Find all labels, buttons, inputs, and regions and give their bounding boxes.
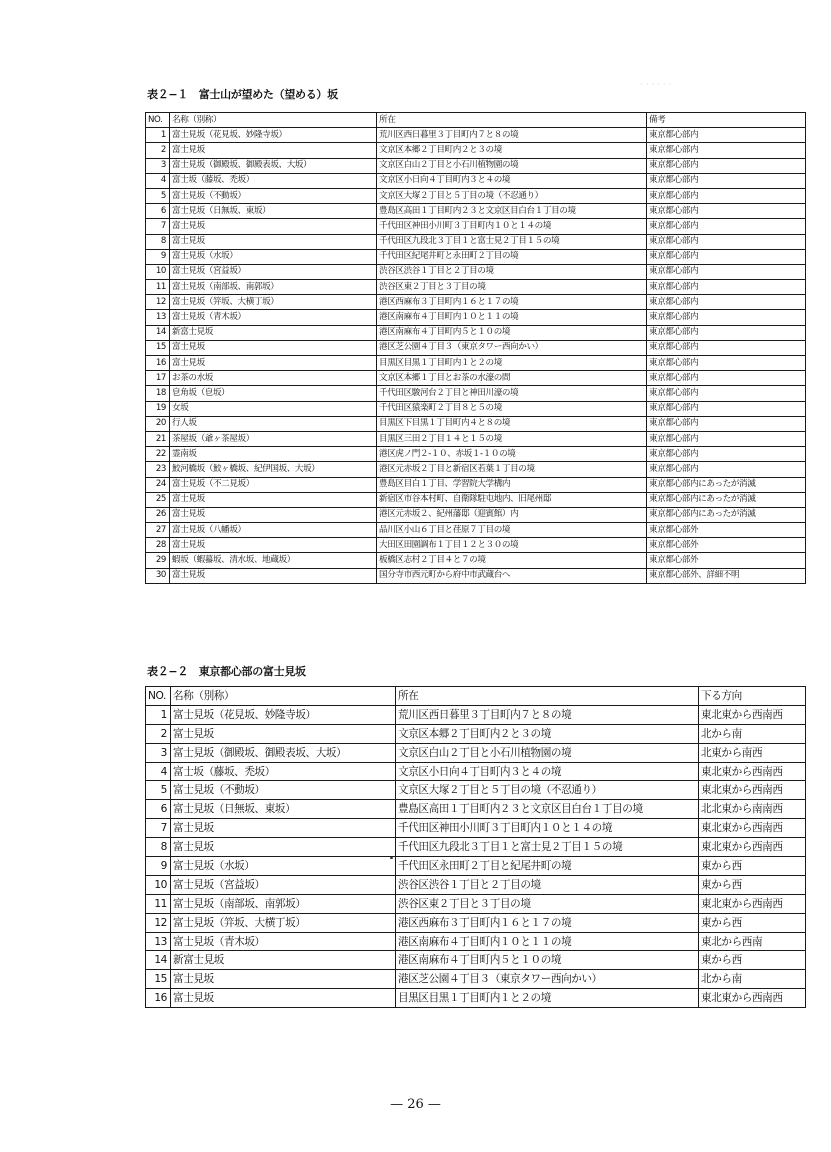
table1-cell-no: 15 bbox=[146, 340, 170, 355]
table1-cell-location: 国分寺市西元町から府中市武蔵台へ bbox=[377, 568, 647, 583]
table-row bbox=[146, 568, 806, 583]
table1-cell-note: 東京都心部内 bbox=[647, 447, 806, 462]
table2-cell-no: 9 bbox=[146, 857, 171, 876]
table-row bbox=[146, 356, 806, 371]
table2-cell-no: 6 bbox=[146, 800, 171, 819]
table1-cell-note: 東京都心部内 bbox=[647, 356, 806, 371]
table2-cell-location: 渋谷区東２丁目と３丁目の境 bbox=[396, 894, 699, 913]
table1-cell-note: 東京都心部内 bbox=[647, 264, 806, 279]
table1-cell-location: 渋谷区東２丁目と３丁目の境 bbox=[377, 280, 647, 295]
table1-cell-no: 4 bbox=[146, 173, 170, 188]
table-row bbox=[146, 173, 806, 188]
table1-cell-location: 豊島区高田１丁目町内２３と文京区目白台１丁目の境 bbox=[377, 204, 647, 219]
table1-cell-note: 東京都心部内 bbox=[647, 234, 806, 249]
table2-cell-no: 12 bbox=[146, 913, 171, 932]
table1-cell-note: 東京都心部外、詳細不明 bbox=[647, 568, 806, 583]
table1-cell-location: 荒川区西日暮里３丁目町内７と８の境 bbox=[377, 128, 647, 143]
table-row bbox=[146, 325, 806, 340]
table1-cell-no: 11 bbox=[146, 280, 170, 295]
table-row bbox=[146, 781, 806, 800]
table1-cell-no: 13 bbox=[146, 310, 170, 325]
table-row bbox=[146, 416, 806, 431]
table2-cell-name: 富士見坂（花見坂、妙隆寺坂） bbox=[171, 705, 396, 724]
table-row bbox=[146, 204, 806, 219]
table1 bbox=[145, 112, 806, 584]
table-row bbox=[146, 143, 806, 158]
table2-cell-direction: 北から南 bbox=[699, 724, 806, 743]
table2-header-direction: 下る方向 bbox=[699, 687, 806, 706]
table1-cell-note: 東京都心部内 bbox=[647, 310, 806, 325]
table1-cell-name: 富士見坂 bbox=[170, 568, 377, 583]
table2-cell-location: 渋谷区渋谷１丁目と２丁目の境 bbox=[396, 875, 699, 894]
table2-cell-name: 富士見坂（南部坂、南郭坂） bbox=[171, 894, 396, 913]
table1-cell-note: 東京都心部外 bbox=[647, 538, 806, 553]
table1-cell-note: 東京都心部内にあったが消滅 bbox=[647, 477, 806, 492]
table2-cell-direction: 東北東から西南西 bbox=[699, 762, 806, 781]
table1-cell-location: 港区虎ノ門２-１０、赤坂１-１０の境 bbox=[377, 447, 647, 462]
table1-cell-location: 品川区小山６丁目と荏原７丁目の境 bbox=[377, 523, 647, 538]
table1-cell-note: 東京都心部内 bbox=[647, 431, 806, 446]
table1-cell-note: 東京都心部外 bbox=[647, 523, 806, 538]
table1-cell-name: 皀角坂（皀坂） bbox=[170, 386, 377, 401]
table2-header-no: NO. bbox=[146, 687, 171, 706]
table2-cell-location: 荒川区西日暮里３丁目町内７と８の境 bbox=[396, 705, 699, 724]
table2-cell-direction: 東から西 bbox=[699, 857, 806, 876]
table1-cell-no: 26 bbox=[146, 507, 170, 522]
table1-cell-name: 富士見坂 bbox=[170, 538, 377, 553]
table1-cell-location: 大田区田園調布１丁目１２と３０の境 bbox=[377, 538, 647, 553]
table1-header-row bbox=[146, 113, 806, 128]
table-row bbox=[146, 477, 806, 492]
table1-cell-name: 行人坂 bbox=[170, 416, 377, 431]
table1-cell-location: 文京区本郷１丁目とお茶の水濠の間 bbox=[377, 371, 647, 386]
table1-cell-name: 富士見坂（南部坂、南郭坂） bbox=[170, 280, 377, 295]
table-row bbox=[146, 128, 806, 143]
table-row bbox=[146, 507, 806, 522]
table1-cell-no: 9 bbox=[146, 249, 170, 264]
table1-cell-no: 29 bbox=[146, 553, 170, 568]
table2-cell-no: 3 bbox=[146, 743, 171, 762]
table1-cell-location: 目黒区目黒１丁目町内１と２の境 bbox=[377, 356, 647, 371]
table1-cell-note: 東京都心部外 bbox=[647, 553, 806, 568]
table1-cell-location: 目黒区三田２丁目１４と１５の境 bbox=[377, 431, 647, 446]
table1-cell-note: 東京都心部内 bbox=[647, 158, 806, 173]
table1-cell-no: 8 bbox=[146, 234, 170, 249]
table-row bbox=[146, 875, 806, 894]
table2-cell-location: 千代田区九段北３丁目１と富士見２丁目１５の境 bbox=[396, 838, 699, 857]
table1-cell-name: 蝦坂（蝦蟇坂、清水坂、地蔵坂） bbox=[170, 553, 377, 568]
table2-cell-direction: 北北東から南南西 bbox=[699, 800, 806, 819]
table-row bbox=[146, 371, 806, 386]
table1-cell-name: 富士見坂（青木坂） bbox=[170, 310, 377, 325]
table1-cell-note: 東京都心部内 bbox=[647, 204, 806, 219]
table-row bbox=[146, 447, 806, 462]
table1-cell-location: 千代田区猿楽町２丁目８と５の境 bbox=[377, 401, 647, 416]
bleed-through-text: · · · · · · bbox=[640, 80, 672, 90]
table1-cell-name: 富士見坂 bbox=[170, 356, 377, 371]
table-row bbox=[146, 857, 806, 876]
page-number: — 26 — bbox=[390, 1097, 441, 1112]
table1-cell-no: 24 bbox=[146, 477, 170, 492]
table2-cell-location: 千代田区神田小川町３丁目町内１０と１４の境 bbox=[396, 819, 699, 838]
table-row bbox=[146, 523, 806, 538]
table2-cell-name: 新富士見坂 bbox=[171, 951, 396, 970]
table-row bbox=[146, 280, 806, 295]
table2-cell-name: 富士見坂（不動坂） bbox=[171, 781, 396, 800]
table1-cell-location: 千代田区駿河台２丁目と神田川濠の境 bbox=[377, 386, 647, 401]
table-row bbox=[146, 724, 806, 743]
table1-caption: 表２−１ 富士山が望めた（望める）坂 bbox=[147, 88, 338, 101]
table1-cell-name: 富士見坂 bbox=[170, 340, 377, 355]
table2-cell-name: 富士見坂（笄坂、大横丁坂） bbox=[171, 913, 396, 932]
table1-body bbox=[146, 128, 806, 584]
table1-cell-name: 富士見坂 bbox=[170, 492, 377, 507]
table-row bbox=[146, 462, 806, 477]
table2-cell-name: 富士見坂 bbox=[171, 819, 396, 838]
table-row bbox=[146, 249, 806, 264]
table-row bbox=[146, 932, 806, 951]
table2-cell-direction: 東北東から西南西 bbox=[699, 989, 806, 1008]
table2-cell-direction: 東北東から西南西 bbox=[699, 705, 806, 724]
table1-cell-no: 17 bbox=[146, 371, 170, 386]
table1-cell-note: 東京都心部内 bbox=[647, 219, 806, 234]
table1-cell-note: 東京都心部内 bbox=[647, 340, 806, 355]
table1-cell-name: 女坂 bbox=[170, 401, 377, 416]
table1-cell-name: お茶の水坂 bbox=[170, 371, 377, 386]
table2-cell-name: 富士見坂（御殿坂、御殿表坂、大坂） bbox=[171, 743, 396, 762]
table-row bbox=[146, 401, 806, 416]
table-row bbox=[146, 431, 806, 446]
table2-cell-location: 文京区大塚２丁目と５丁目の境（不忍通り） bbox=[396, 781, 699, 800]
table-row bbox=[146, 386, 806, 401]
table1-cell-location: 文京区小日向４丁目町内３と４の境 bbox=[377, 173, 647, 188]
table2-header-name: 名称（別称） bbox=[171, 687, 396, 706]
table2-cell-location: 港区南麻布４丁目町内５と１０の境 bbox=[396, 951, 699, 970]
table2-cell-location: 豊島区高田１丁目町内２３と文京区目白台１丁目の境 bbox=[396, 800, 699, 819]
table-row bbox=[146, 705, 806, 724]
table2-cell-direction: 東北東から西南西 bbox=[699, 894, 806, 913]
table1-cell-note: 東京都心部内 bbox=[647, 416, 806, 431]
table1-cell-note: 東京都心部内にあったが消滅 bbox=[647, 507, 806, 522]
table1-cell-note: 東京都心部内 bbox=[647, 280, 806, 295]
table2-body bbox=[146, 705, 806, 1007]
table1-cell-no: 18 bbox=[146, 386, 170, 401]
table2-cell-name: 富士見坂 bbox=[171, 989, 396, 1008]
table1-header-location: 所在 bbox=[377, 113, 647, 128]
table-row bbox=[146, 310, 806, 325]
table1-cell-no: 5 bbox=[146, 188, 170, 203]
table1-cell-location: 渋谷区渋谷１丁目と２丁目の境 bbox=[377, 264, 647, 279]
table1-cell-location: 文京区本郷２丁目町内２と３の境 bbox=[377, 143, 647, 158]
table1-cell-name: 富士見坂（日無坂、東坂） bbox=[170, 204, 377, 219]
table1-cell-note: 東京都心部内 bbox=[647, 143, 806, 158]
table1-cell-no: 14 bbox=[146, 325, 170, 340]
table1-cell-location: 豊島区目白１丁目、学習院大学構内 bbox=[377, 477, 647, 492]
table1-cell-name: 富士坂（藤坂、禿坂） bbox=[170, 173, 377, 188]
table1-cell-note: 東京都心部内 bbox=[647, 249, 806, 264]
table1-cell-name: 富士見坂（八幡坂） bbox=[170, 523, 377, 538]
table1-cell-name: 茶屋坂（爺ヶ茶屋坂） bbox=[170, 431, 377, 446]
table1-cell-location: 新宿区市谷本村町、自衛隊駐屯地内、旧尾州邸 bbox=[377, 492, 647, 507]
table1-cell-no: 7 bbox=[146, 219, 170, 234]
table1-cell-no: 25 bbox=[146, 492, 170, 507]
table2-cell-name: 富士見坂（日無坂、東坂） bbox=[171, 800, 396, 819]
table1-cell-note: 東京都心部内にあったが消滅 bbox=[647, 492, 806, 507]
table2-cell-no: 4 bbox=[146, 762, 171, 781]
table-row bbox=[146, 158, 806, 173]
table1-cell-name: 新富士見坂 bbox=[170, 325, 377, 340]
table2-cell-name: 富士見坂（水坂） bbox=[171, 857, 396, 876]
table1-cell-note: 東京都心部内 bbox=[647, 188, 806, 203]
table-row bbox=[146, 819, 806, 838]
table1-header-name: 名称（別称） bbox=[170, 113, 377, 128]
table1-cell-no: 16 bbox=[146, 356, 170, 371]
table2-cell-location: 目黒区目黒１丁目町内１と２の境 bbox=[396, 989, 699, 1008]
table1-cell-location: 港区芝公園４丁目３（東京タワー西向かい） bbox=[377, 340, 647, 355]
table1-cell-location: 千代田区神田小川町３丁目町内１０と１４の境 bbox=[377, 219, 647, 234]
table2-cell-direction: 東北から西南 bbox=[699, 932, 806, 951]
table1-cell-note: 東京都心部内 bbox=[647, 462, 806, 477]
table1-cell-no: 30 bbox=[146, 568, 170, 583]
table2-cell-name: 富士見坂 bbox=[171, 724, 396, 743]
table1-cell-location: 板橋区志村２丁目４と７の境 bbox=[377, 553, 647, 568]
table-row bbox=[146, 989, 806, 1008]
table-row bbox=[146, 264, 806, 279]
table1-cell-name: 富士見坂（花見坂、妙隆寺坂） bbox=[170, 128, 377, 143]
table1-cell-no: 28 bbox=[146, 538, 170, 553]
table1-cell-name: 富士見坂 bbox=[170, 143, 377, 158]
table1-cell-location: 港区元赤坂２、紀州藩邸（迎賓館）内 bbox=[377, 507, 647, 522]
table1-cell-no: 27 bbox=[146, 523, 170, 538]
table2-cell-name: 富士見坂（青木坂） bbox=[171, 932, 396, 951]
table2-cell-name: 富士坂（藤坂、禿坂） bbox=[171, 762, 396, 781]
table2-cell-location: 千代田区永田町２丁目と紀尾井町の境 bbox=[396, 857, 699, 876]
table1-cell-no: 19 bbox=[146, 401, 170, 416]
table1-cell-note: 東京都心部内 bbox=[647, 295, 806, 310]
table-row bbox=[146, 970, 806, 989]
table2-cell-no: 10 bbox=[146, 875, 171, 894]
table2-cell-direction: 東北東から西南西 bbox=[699, 781, 806, 800]
table2-cell-no: 7 bbox=[146, 819, 171, 838]
table1-cell-location: 千代田区九段北３丁目１と富士見２丁目１５の境 bbox=[377, 234, 647, 249]
table1-cell-name: 富士見坂 bbox=[170, 219, 377, 234]
table1-cell-note: 東京都心部内 bbox=[647, 173, 806, 188]
table2-cell-direction: 東から西 bbox=[699, 913, 806, 932]
table2-cell-no: 1 bbox=[146, 705, 171, 724]
table1-cell-note: 東京都心部内 bbox=[647, 371, 806, 386]
table1-cell-name: 富士見坂（不二見坂） bbox=[170, 477, 377, 492]
table-row bbox=[146, 340, 806, 355]
table1-cell-name: 富士見坂（水坂） bbox=[170, 249, 377, 264]
table-row bbox=[146, 188, 806, 203]
table2-cell-name: 富士見坂 bbox=[171, 970, 396, 989]
table1-cell-name: 富士見坂（不動坂） bbox=[170, 188, 377, 203]
table1-cell-no: 10 bbox=[146, 264, 170, 279]
table1-cell-location: 港区元赤坂２丁目と新宿区若葉１丁目の境 bbox=[377, 462, 647, 477]
table-row bbox=[146, 913, 806, 932]
table2-cell-direction: 東から西 bbox=[699, 875, 806, 894]
table1-cell-name: 富士見坂（宮益坂） bbox=[170, 264, 377, 279]
table2-cell-no: 14 bbox=[146, 951, 171, 970]
table2-cell-direction: 東北東から西南西 bbox=[699, 819, 806, 838]
table2-cell-location: 港区西麻布３丁目町内１６と１７の境 bbox=[396, 913, 699, 932]
table2-cell-location: 文京区小日向４丁目町内３と４の境 bbox=[396, 762, 699, 781]
table1-cell-no: 6 bbox=[146, 204, 170, 219]
table1-cell-location: 港区西麻布３丁目町内１６と１７の境 bbox=[377, 295, 647, 310]
table-row bbox=[146, 538, 806, 553]
table-row bbox=[146, 951, 806, 970]
table1-cell-name: 霊南坂 bbox=[170, 447, 377, 462]
table1-cell-location: 文京区大塚２丁目と５丁目の境（不忍通り） bbox=[377, 188, 647, 203]
table-row bbox=[146, 743, 806, 762]
table-row bbox=[146, 762, 806, 781]
table2-cell-name: 富士見坂 bbox=[171, 838, 396, 857]
table-row bbox=[146, 234, 806, 249]
table2-cell-name: 富士見坂（宮益坂） bbox=[171, 875, 396, 894]
table-row bbox=[146, 219, 806, 234]
table-row bbox=[146, 553, 806, 568]
table2-cell-location: 港区芝公園４丁目３（東京タワー西向かい） bbox=[396, 970, 699, 989]
table1-cell-name: 鮫河橋坂（鮫ヶ橋坂、紀伊国坂、大坂） bbox=[170, 462, 377, 477]
table2-cell-no: 8 bbox=[146, 838, 171, 857]
table1-cell-location: 目黒区下目黒１丁目町内４と８の境 bbox=[377, 416, 647, 431]
table1-cell-no: 1 bbox=[146, 128, 170, 143]
table1-cell-location: 文京区白山２丁目と小石川植物園の境 bbox=[377, 158, 647, 173]
table2-cell-no: 2 bbox=[146, 724, 171, 743]
table1-cell-name: 富士見坂 bbox=[170, 234, 377, 249]
table1-cell-note: 東京都心部内 bbox=[647, 401, 806, 416]
table1-cell-no: 2 bbox=[146, 143, 170, 158]
table2-cell-location: 文京区白山２丁目と小石川植物園の境 bbox=[396, 743, 699, 762]
table-row bbox=[146, 894, 806, 913]
table1-cell-location: 港区南麻布４丁目町内１０と１１の境 bbox=[377, 310, 647, 325]
table2 bbox=[145, 686, 806, 1008]
table1-cell-no: 23 bbox=[146, 462, 170, 477]
table-row bbox=[146, 800, 806, 819]
table2-cell-no: 5 bbox=[146, 781, 171, 800]
table-row bbox=[146, 295, 806, 310]
table2-cell-location: 文京区本郷２丁目町内２と３の境 bbox=[396, 724, 699, 743]
table2-cell-no: 13 bbox=[146, 932, 171, 951]
table2-cell-no: 11 bbox=[146, 894, 171, 913]
table2-cell-no: 16 bbox=[146, 989, 171, 1008]
table1-cell-no: 12 bbox=[146, 295, 170, 310]
table2-caption: 表２−２ 東京都心部の富士見坂 bbox=[147, 665, 306, 678]
table1-cell-note: 東京都心部内 bbox=[647, 386, 806, 401]
table1-cell-no: 20 bbox=[146, 416, 170, 431]
table1-cell-no: 21 bbox=[146, 431, 170, 446]
table2-cell-direction: 北東から南西 bbox=[699, 743, 806, 762]
table1-cell-name: 富士見坂 bbox=[170, 507, 377, 522]
table2-cell-location: 港区南麻布４丁目町内１０と１１の境 bbox=[396, 932, 699, 951]
table1-cell-name: 富士見坂（笄坂、大横丁坂） bbox=[170, 295, 377, 310]
table2-cell-direction: 北から南 bbox=[699, 970, 806, 989]
table2-header-row bbox=[146, 687, 806, 706]
table2-cell-no: 15 bbox=[146, 970, 171, 989]
table1-cell-no: 3 bbox=[146, 158, 170, 173]
table1-cell-note: 東京都心部内 bbox=[647, 128, 806, 143]
table1-cell-name: 富士見坂（御殿坂、御殿表坂、大坂） bbox=[170, 158, 377, 173]
table1-header-no: NO. bbox=[146, 113, 170, 128]
table-row bbox=[146, 838, 806, 857]
table-row bbox=[146, 492, 806, 507]
table2-header-location: 所在 bbox=[396, 687, 699, 706]
table2-cell-direction: 東から西 bbox=[699, 951, 806, 970]
table1-cell-location: 港区南麻布４丁目町内５と１０の境 bbox=[377, 325, 647, 340]
table1-cell-location: 千代田区紀尾井町と永田町２丁目の境 bbox=[377, 249, 647, 264]
table2-cell-direction: 東北東から西南西 bbox=[699, 838, 806, 857]
table1-header-note: 備考 bbox=[647, 113, 806, 128]
table1-cell-no: 22 bbox=[146, 447, 170, 462]
table1-cell-note: 東京都心部内 bbox=[647, 325, 806, 340]
